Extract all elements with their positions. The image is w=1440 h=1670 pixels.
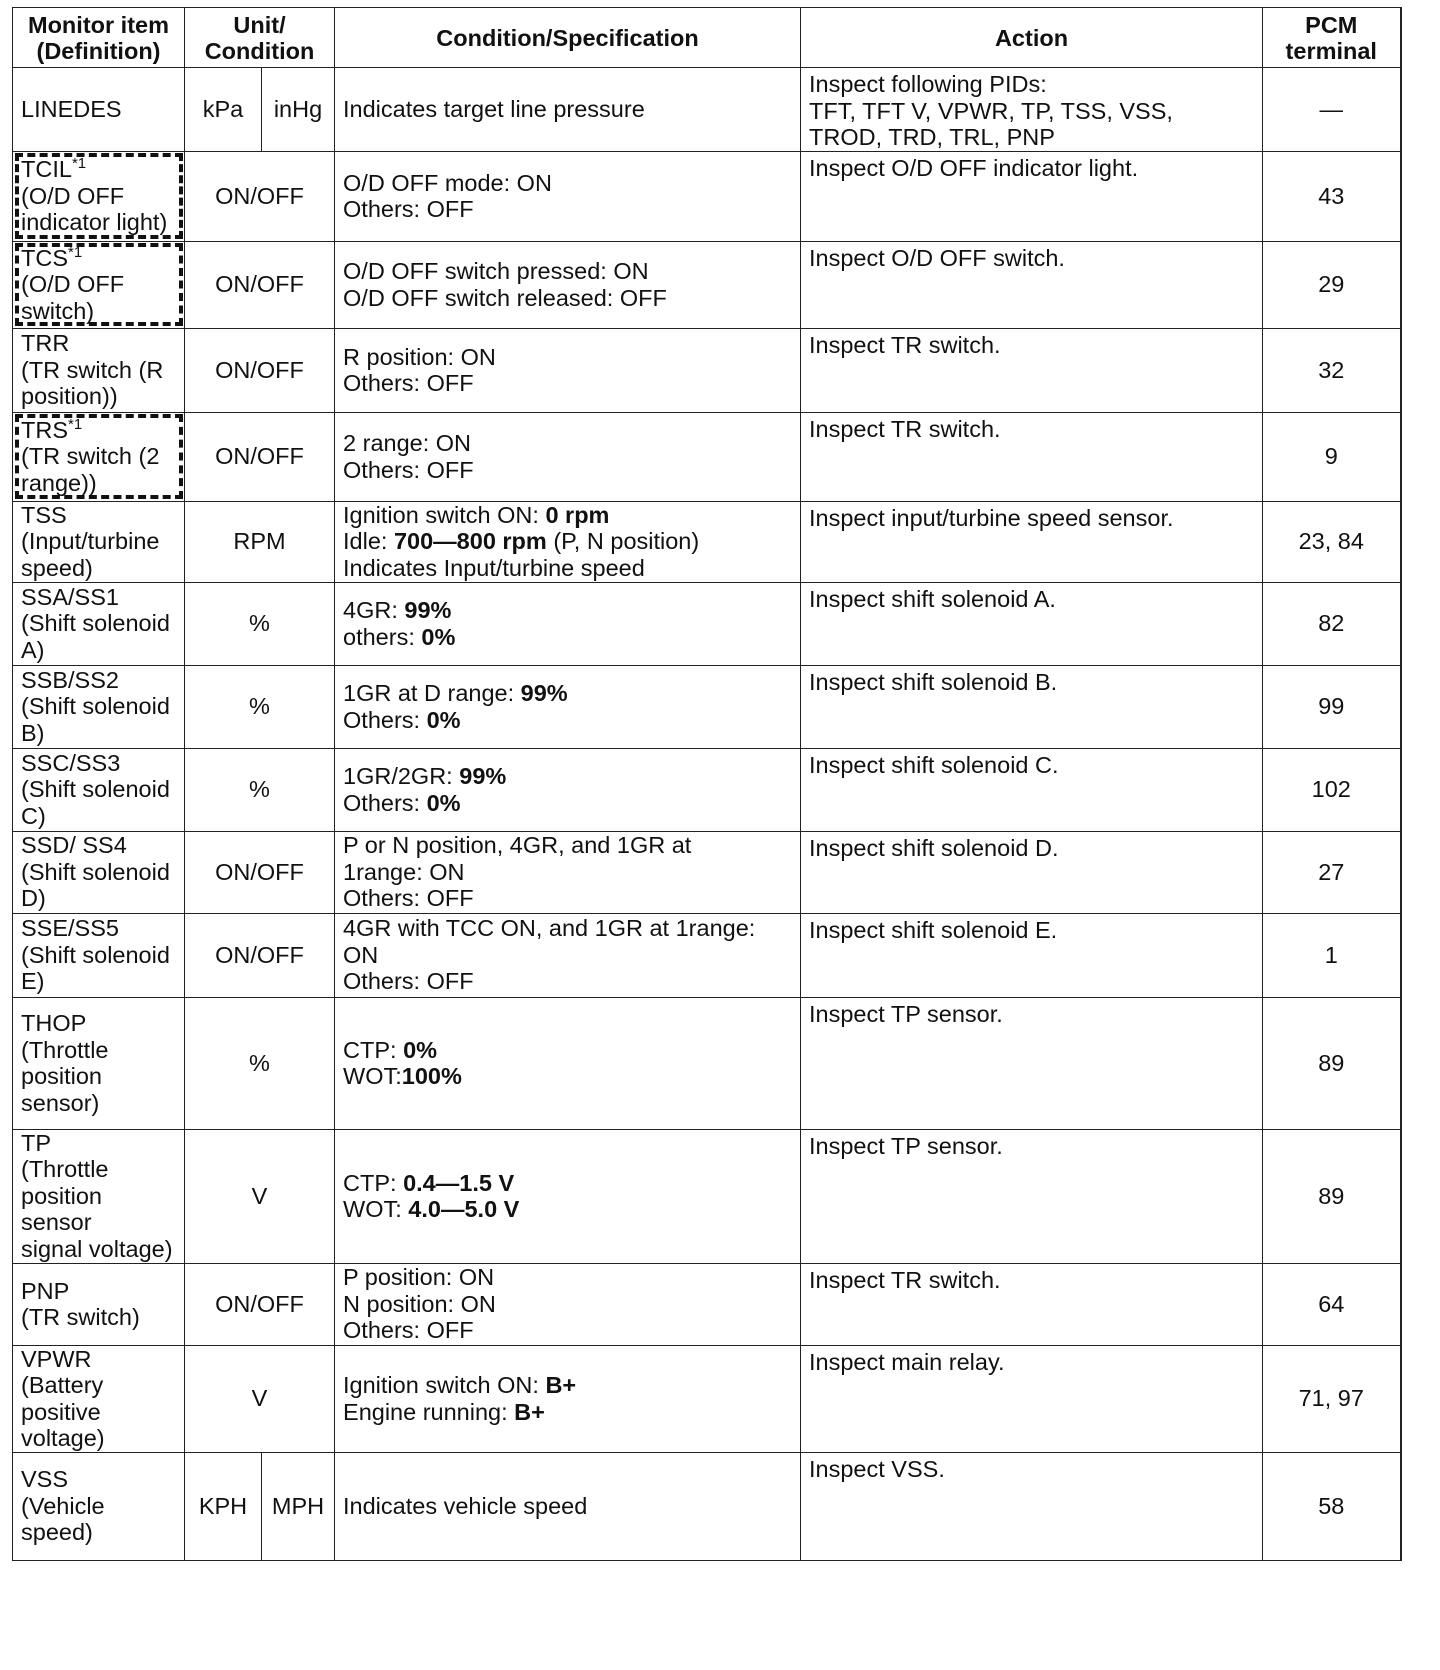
unit-cell: ON/OFF (185, 1263, 335, 1345)
table-row (13, 68, 1401, 152)
condition-value: 700—800 rpm (393, 528, 547, 555)
condition-line: P position: ON (343, 1264, 495, 1291)
condition-value: 99% (404, 597, 452, 623)
condition-cell (335, 1345, 801, 1452)
pcm-terminal-cell: 89 (1263, 997, 1401, 1129)
monitor-item-cell (13, 1452, 185, 1560)
condition-line (343, 502, 792, 529)
condition-value: 99% (520, 680, 568, 706)
action-cell: Inspect VSS. (801, 1452, 1263, 1560)
table-row (13, 412, 1401, 501)
condition-cell (335, 328, 801, 412)
monitor-item-definition: (Shift solenoid A) (21, 610, 170, 663)
unit-cell: % (185, 665, 335, 748)
table-row (13, 831, 1401, 913)
condition-cell (335, 1452, 801, 1560)
condition-line (343, 1196, 792, 1223)
pcm-terminal-cell: 32 (1263, 328, 1401, 412)
table-row (13, 748, 1401, 831)
monitor-item-id: LINEDES (21, 96, 122, 122)
condition-cell (335, 1129, 801, 1263)
condition-line: Indicates Input/turbine speed (343, 554, 645, 581)
action-cell: Inspect shift solenoid C. (801, 748, 1263, 831)
action-cell: Inspect TP sensor. (801, 1129, 1263, 1263)
action-cell: Inspect shift solenoid D. (801, 831, 1263, 913)
monitor-item-id: PNP (21, 1277, 70, 1304)
condition-cell (335, 241, 801, 328)
monitor-item-id: VSS (21, 1466, 69, 1493)
monitor-item-definition: (Throttle position sensor) (21, 1036, 109, 1116)
monitor-item-definition: (Shift solenoid B) (21, 693, 170, 746)
unit-cell: ON/OFF (185, 412, 335, 501)
monitor-item-cell (13, 748, 185, 831)
action-cell: Inspect O/D OFF indicator light. (801, 151, 1263, 241)
condition-value: B+ (514, 1398, 545, 1425)
monitor-item-cell (13, 831, 185, 913)
condition-value: 100% (401, 1063, 462, 1089)
header-condition-specification: Condition/Specification (335, 8, 801, 68)
action-cell: Inspect TP sensor. (801, 997, 1263, 1129)
condition-label: others: (343, 623, 422, 650)
condition-cell (335, 68, 801, 152)
condition-line (343, 1037, 792, 1064)
table-row (13, 1129, 1401, 1263)
condition-cell (335, 151, 801, 241)
table-row (13, 913, 1401, 997)
monitor-item-id: TCIL (21, 156, 72, 183)
condition-cell (335, 748, 801, 831)
condition-line (343, 763, 792, 790)
monitor-item-definition: (Battery positive voltage) (21, 1372, 105, 1451)
condition-line: Others: OFF (343, 968, 474, 995)
table-row (13, 1263, 1401, 1345)
condition-line: Others: OFF (343, 196, 474, 222)
monitor-item-id: TRR (21, 330, 70, 357)
pcm-terminal-cell: 71, 97 (1263, 1345, 1401, 1452)
pcm-terminal-cell: 102 (1263, 748, 1401, 831)
unit-cell: ON/OFF (185, 831, 335, 913)
condition-label: 4GR: (343, 597, 405, 623)
monitor-item-cell (13, 1263, 185, 1345)
condition-label: Ignition switch ON: (343, 1372, 546, 1398)
monitor-item-id: SSB/SS2 (21, 666, 119, 693)
unit-cell: ON/OFF (185, 241, 335, 328)
table-row (13, 241, 1401, 328)
condition-label: CTP: (343, 1169, 404, 1196)
condition-label: CTP: (343, 1036, 404, 1063)
pcm-terminal-cell: 82 (1263, 582, 1401, 665)
action-cell: Inspect shift solenoid B. (801, 665, 1263, 748)
unit-cell: ON/OFF (185, 913, 335, 997)
condition-line: Indicates target line pressure (343, 96, 645, 122)
condition-value: 0% (421, 623, 456, 650)
unit-metric-cell: KPH (185, 1452, 262, 1560)
condition-value: 0% (403, 1036, 438, 1063)
condition-line (343, 1399, 792, 1426)
condition-line (343, 680, 792, 707)
condition-label: Ignition switch ON: (343, 501, 546, 528)
condition-label: Idle: (343, 528, 394, 555)
header-unit-condition: Unit/ Condition (185, 8, 335, 68)
pcm-terminal-cell: 64 (1263, 1263, 1401, 1345)
action-cell: Inspect shift solenoid E. (801, 913, 1263, 997)
condition-line (343, 1170, 792, 1197)
condition-label: Engine running: (343, 1398, 515, 1425)
action-cell: Inspect input/turbine speed sensor. (801, 501, 1263, 582)
condition-line: 2 range: ON (343, 430, 472, 456)
monitor-item-id: SSA/SS1 (21, 583, 119, 610)
condition-cell (335, 1263, 801, 1345)
pcm-terminal-cell: 29 (1263, 241, 1401, 328)
condition-cell (335, 831, 801, 913)
pcm-terminal-cell: 89 (1263, 1129, 1401, 1263)
action-cell: Inspect O/D OFF switch. (801, 241, 1263, 328)
monitor-item-cell (13, 997, 185, 1129)
pcm-terminal-cell: 27 (1263, 831, 1401, 913)
unit-cell: % (185, 997, 335, 1129)
condition-line: 4GR with TCC ON, and 1GR at 1range: (343, 915, 756, 942)
table-row (13, 151, 1401, 241)
condition-value: B+ (545, 1372, 577, 1398)
unit-cell: % (185, 748, 335, 831)
footnote-marker: *1 (68, 243, 83, 261)
condition-line (343, 707, 792, 734)
condition-line: Others: OFF (343, 370, 474, 396)
pcm-terminal-cell: 23, 84 (1263, 501, 1401, 582)
monitor-item-definition: (TR switch (R position)) (21, 356, 164, 410)
condition-line: Others: OFF (343, 1317, 474, 1344)
monitor-item-cell (13, 328, 185, 412)
monitor-item-definition: (Vehicle speed) (21, 1492, 105, 1546)
monitor-item-id: SSD/ SS4 (21, 832, 127, 859)
monitor-item-cell (13, 68, 185, 152)
condition-value: 0.4—1.5 V (403, 1169, 515, 1196)
monitor-item-id: TSS (21, 501, 67, 528)
unit-cell: RPM (185, 501, 335, 582)
table-row (13, 997, 1401, 1129)
condition-line (343, 790, 792, 817)
condition-label: WOT: (343, 1063, 402, 1089)
condition-line (343, 1372, 792, 1399)
monitor-item-cell (13, 665, 185, 748)
table-row (13, 328, 1401, 412)
condition-line: O/D OFF mode: ON (343, 169, 552, 196)
unit-imperial-cell: inHg (262, 68, 335, 152)
condition-cell (335, 501, 801, 582)
condition-line (343, 624, 792, 651)
table-row (13, 501, 1401, 582)
header-pcm-terminal: PCM terminal (1263, 8, 1401, 68)
pid-monitor-table (12, 7, 1402, 1561)
monitor-item-definition: (Shift solenoid C) (21, 776, 170, 829)
condition-label: 1GR/2GR: (343, 763, 460, 789)
monitor-item-cell (13, 913, 185, 997)
unit-cell: % (185, 582, 335, 665)
condition-suffix: (P, N position) (546, 528, 700, 555)
footnote-marker: *1 (68, 415, 83, 433)
monitor-item-cell (13, 412, 185, 501)
condition-cell (335, 412, 801, 501)
unit-cell: ON/OFF (185, 151, 335, 241)
monitor-item-cell (13, 241, 185, 328)
monitor-item-cell (13, 501, 185, 582)
monitor-item-definition: (TR switch (2 range)) (21, 443, 160, 496)
action-cell: Inspect shift solenoid A. (801, 582, 1263, 665)
monitor-item-id: TCS (21, 244, 68, 271)
unit-metric-cell: kPa (185, 68, 262, 152)
footnote-marker: *1 (71, 155, 87, 173)
condition-line: Others: OFF (343, 885, 474, 912)
pcm-terminal-cell: 99 (1263, 665, 1401, 748)
condition-cell (335, 997, 801, 1129)
unit-cell: V (185, 1129, 335, 1263)
condition-label: 1GR at D range: (343, 680, 521, 706)
monitor-item-definition: (TR switch) (21, 1304, 140, 1330)
unit-imperial-cell: MPH (262, 1452, 335, 1560)
action-cell: Inspect TR switch. (801, 412, 1263, 501)
unit-cell: V (185, 1345, 335, 1452)
monitor-item-definition: (Shift solenoid D) (21, 858, 170, 912)
condition-label: Others: (343, 706, 427, 733)
monitor-item-id: SSE/SS5 (21, 915, 119, 942)
header-monitor-item: Monitor item (Definition) (13, 8, 185, 68)
condition-line: 1range: ON (343, 858, 465, 885)
condition-line: Indicates vehicle speed (343, 1492, 588, 1519)
pcm-terminal-cell: — (1263, 68, 1401, 152)
monitor-item-id: TP (21, 1129, 52, 1156)
table-body (13, 68, 1401, 1561)
condition-line: R position: ON (343, 343, 496, 370)
condition-line: ON (343, 941, 379, 968)
monitor-item-id: SSC/SS3 (21, 749, 121, 776)
pcm-terminal-cell: 43 (1263, 151, 1401, 241)
condition-line: P or N position, 4GR, and 1GR at (343, 832, 692, 859)
monitor-item-cell (13, 582, 185, 665)
condition-label: Others: (343, 789, 427, 816)
monitor-item-definition: (Input/turbine speed) (21, 528, 160, 581)
pcm-terminal-cell: 1 (1263, 913, 1401, 997)
condition-label: WOT: (343, 1196, 409, 1222)
table-row (13, 582, 1401, 665)
action-cell: Inspect TR switch. (801, 1263, 1263, 1345)
monitor-item-definition: (O/D OFF indicator light) (21, 182, 168, 236)
action-cell: Inspect main relay. (801, 1345, 1263, 1452)
table-header-row (13, 8, 1401, 68)
monitor-item-definition: (O/D OFF switch) (21, 271, 125, 324)
table-row (13, 1345, 1401, 1452)
unit-cell: ON/OFF (185, 328, 335, 412)
condition-line: N position: ON (343, 1290, 496, 1317)
condition-value: 0 rpm (545, 501, 610, 528)
pcm-terminal-cell: 58 (1263, 1452, 1401, 1560)
header-action: Action (801, 8, 1263, 68)
monitor-item-id: TRS (21, 416, 68, 443)
condition-cell (335, 665, 801, 748)
condition-line: O/D OFF switch pressed: ON (343, 258, 649, 284)
condition-value: 0% (426, 706, 461, 733)
monitor-item-definition: (Shift solenoid E) (21, 941, 170, 995)
action-cell: Inspect following PIDs: TFT, TFT V, VPWR, TP, TSS, VSS, TROD, TRD, TRL, PNP (801, 68, 1263, 152)
condition-line (343, 597, 792, 624)
condition-line: Others: OFF (343, 456, 474, 483)
monitor-item-id: THOP (21, 1010, 87, 1036)
condition-value: 4.0—5.0 V (408, 1196, 520, 1222)
condition-line: O/D OFF switch released: OFF (343, 284, 667, 311)
monitor-item-cell (13, 1129, 185, 1263)
monitor-item-definition: (Throttle position sensor signal voltage) (21, 1156, 173, 1262)
monitor-item-cell (13, 1345, 185, 1452)
condition-cell (335, 913, 801, 997)
condition-value: 0% (426, 789, 461, 816)
table-row (13, 665, 1401, 748)
condition-line (343, 528, 792, 555)
condition-cell (335, 582, 801, 665)
action-cell: Inspect TR switch. (801, 328, 1263, 412)
table-row (13, 1452, 1401, 1560)
pcm-terminal-cell: 9 (1263, 412, 1401, 501)
monitor-item-cell (13, 151, 185, 241)
monitor-item-id: VPWR (21, 1345, 92, 1372)
condition-value: 99% (459, 763, 507, 789)
condition-line (343, 1063, 792, 1090)
